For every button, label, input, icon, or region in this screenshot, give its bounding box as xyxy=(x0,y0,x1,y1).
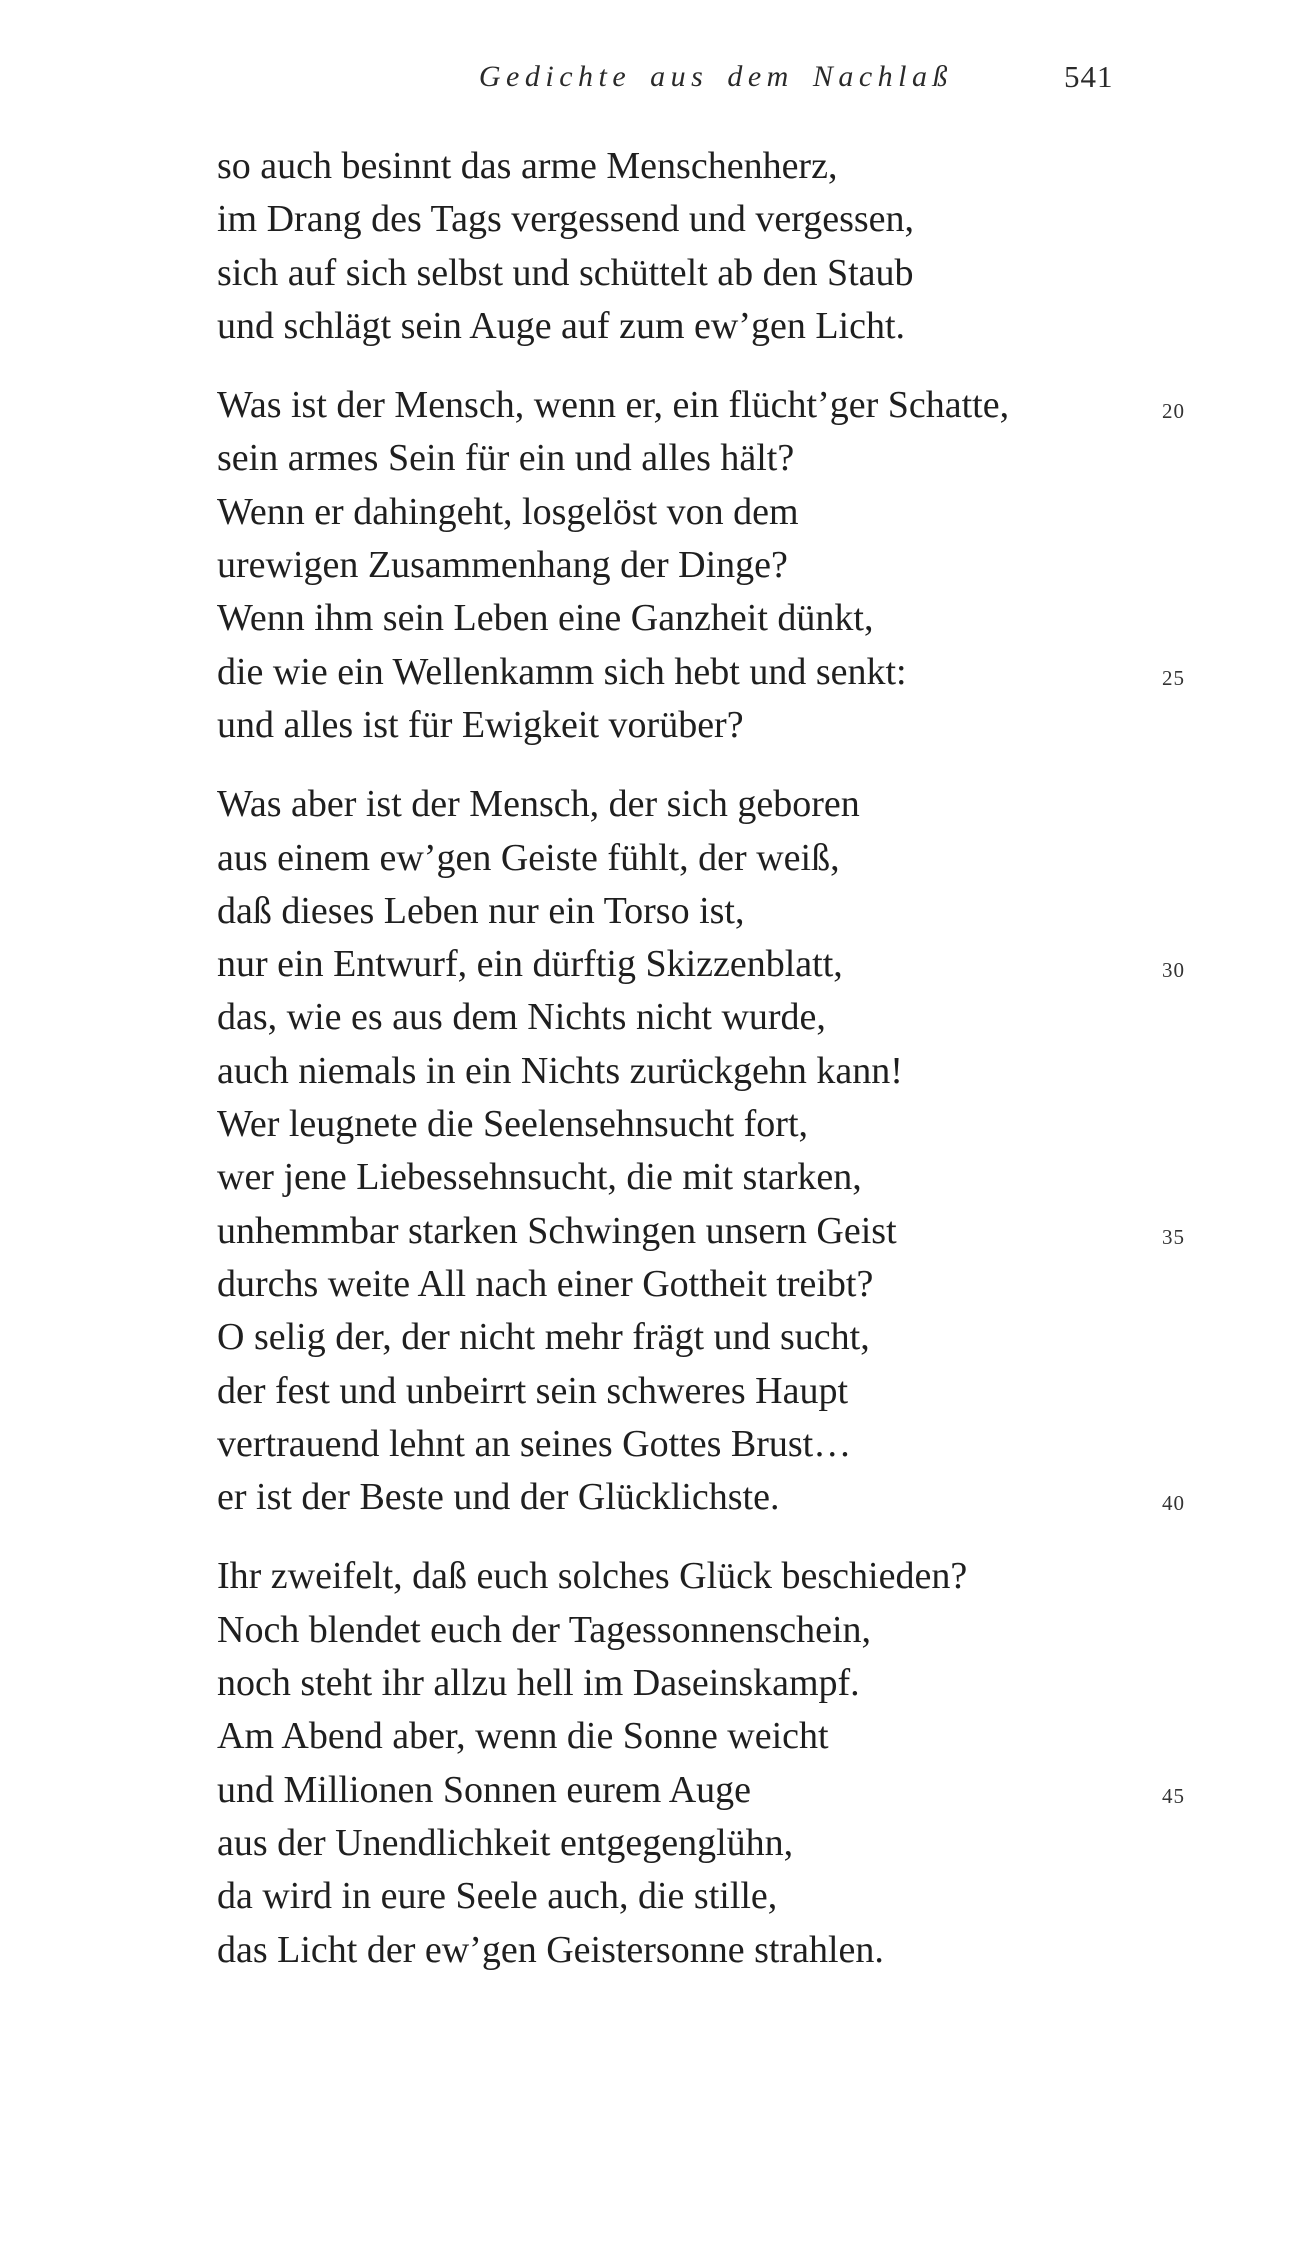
verse-line xyxy=(217,699,1277,752)
verse-line xyxy=(217,1311,1277,1364)
verse-line-text: und alles ist für Ewigkeit vorüber? xyxy=(217,703,744,746)
stanza xyxy=(217,140,1277,353)
verse-line-text: Noch blendet euch der Tagessonnenschein, xyxy=(217,1608,872,1651)
verse-line xyxy=(217,1604,1277,1657)
verse-line xyxy=(217,1045,1277,1098)
verse-line-text: auch niemals in ein Nichts zurückgehn kann! xyxy=(217,1049,903,1092)
verse-line-text: wer jene Liebessehnsucht, die mit starken, xyxy=(217,1156,862,1199)
verse-line xyxy=(217,1098,1277,1151)
line-number: 25 xyxy=(1162,665,1185,690)
page-number: 541 xyxy=(1064,59,1114,94)
verse-line-text: daß dieses Leben nur ein Torso ist, xyxy=(217,889,745,932)
verse-line-text: so auch besinnt das arme Menschenherz, xyxy=(217,145,838,187)
verse-line xyxy=(217,379,1277,432)
verse-line-text: Was aber ist der Mensch, der sich geboren xyxy=(217,783,860,826)
line-number: 35 xyxy=(1162,1224,1185,1249)
verse-line xyxy=(217,1764,1277,1817)
verse-line-text: durchs weite All nach einer Gottheit treibt? xyxy=(217,1262,874,1305)
verse-line xyxy=(217,778,1277,831)
verse-line-text: sein armes Sein für ein und alles hält? xyxy=(217,437,795,480)
verse-line-text: O selig der, der nicht mehr frägt und sucht, xyxy=(217,1316,870,1359)
line-number: 30 xyxy=(1162,958,1185,983)
line-number: 20 xyxy=(1162,399,1185,424)
verse-line xyxy=(217,592,1277,645)
verse-line xyxy=(217,432,1277,485)
verse-line xyxy=(217,1418,1277,1471)
verse-line-text: das, wie es aus dem Nichts nicht wurde, xyxy=(217,996,826,1039)
verse-line-text: Wenn ihm sein Leben eine Ganzheit dünkt, xyxy=(217,597,874,640)
verse-line xyxy=(217,539,1277,592)
verse-line xyxy=(217,300,1277,353)
verse-line xyxy=(217,247,1277,300)
line-number: 45 xyxy=(1162,1783,1185,1808)
verse-line-text: Ihr zweifelt, daß euch solches Glück beschieden? xyxy=(217,1555,968,1598)
verse-line xyxy=(217,1258,1277,1311)
poem-body xyxy=(217,140,1277,2003)
stanza xyxy=(217,778,1277,1524)
running-head xyxy=(0,57,1294,97)
verse-line-text: Wenn er dahingeht, losgelöst von dem xyxy=(217,490,799,533)
verse-line xyxy=(217,193,1277,246)
line-number: 40 xyxy=(1162,1491,1185,1516)
verse-line xyxy=(217,1205,1277,1258)
verse-line xyxy=(217,1817,1277,1870)
verse-line xyxy=(217,1365,1277,1418)
verse-line xyxy=(217,991,1277,1044)
verse-line-text: da wird in eure Seele auch, die stille, xyxy=(217,1875,778,1918)
verse-line xyxy=(217,1924,1277,1977)
stanza xyxy=(217,1550,1277,1976)
verse-line-text: aus einem ew’gen Geiste fühlt, der weiß, xyxy=(217,836,840,879)
verse-line-text: Am Abend aber, wenn die Sonne weicht xyxy=(217,1715,829,1758)
verse-line-text: das Licht der ew’gen Geistersonne strahlen. xyxy=(217,1928,884,1971)
verse-line xyxy=(217,646,1277,699)
verse-line-text: der fest und unbeirrt sein schweres Haupt xyxy=(217,1369,849,1412)
verse-line-text: und Millionen Sonnen eurem Auge xyxy=(217,1768,752,1811)
verse-line xyxy=(217,1151,1277,1204)
verse-line xyxy=(217,1710,1277,1763)
verse-line-text: sich auf sich selbst und schüttelt ab den Staub xyxy=(217,251,914,294)
verse-line-text: Wer leugnete die Seelensehnsucht fort, xyxy=(217,1103,809,1146)
verse-line xyxy=(217,938,1277,991)
verse-line-text: urewigen Zusammenhang der Dinge? xyxy=(217,544,788,587)
verse-line-text: noch steht ihr allzu hell im Daseinskampf. xyxy=(217,1662,860,1705)
verse-line xyxy=(217,832,1277,885)
verse-line-text: und schlägt sein Auge auf zum ew’gen Licht. xyxy=(217,304,906,347)
verse-line-text: nur ein Entwurf, ein dürftig Skizzenblatt, xyxy=(217,943,843,986)
verse-line xyxy=(217,1550,1277,1603)
verse-line-text: unhemmbar starken Schwingen unsern Geist xyxy=(217,1209,897,1252)
verse-line xyxy=(217,1471,1277,1524)
verse-line-text: Was ist der Mensch, wenn er, ein flücht’ger Schatte, xyxy=(217,384,1010,427)
verse-line-text: die wie ein Wellenkamm sich hebt und senkt: xyxy=(217,650,907,693)
verse-line xyxy=(217,1870,1277,1923)
verse-line-text: er ist der Beste und der Glücklichste. xyxy=(217,1476,780,1519)
verse-line-text: im Drang des Tags vergessend und vergessen, xyxy=(217,198,915,241)
verse-line xyxy=(217,486,1277,539)
verse-line xyxy=(217,885,1277,938)
running-head-title: Gedichte aus dem Nachlaß xyxy=(478,60,953,93)
verse-line-text: aus der Unendlichkeit entgegenglühn, xyxy=(217,1821,794,1864)
verse-line xyxy=(217,1657,1277,1710)
stanza xyxy=(217,379,1277,752)
verse-line xyxy=(217,140,1277,193)
verse-line-text: vertrauend lehnt an seines Gottes Brust… xyxy=(217,1422,852,1465)
